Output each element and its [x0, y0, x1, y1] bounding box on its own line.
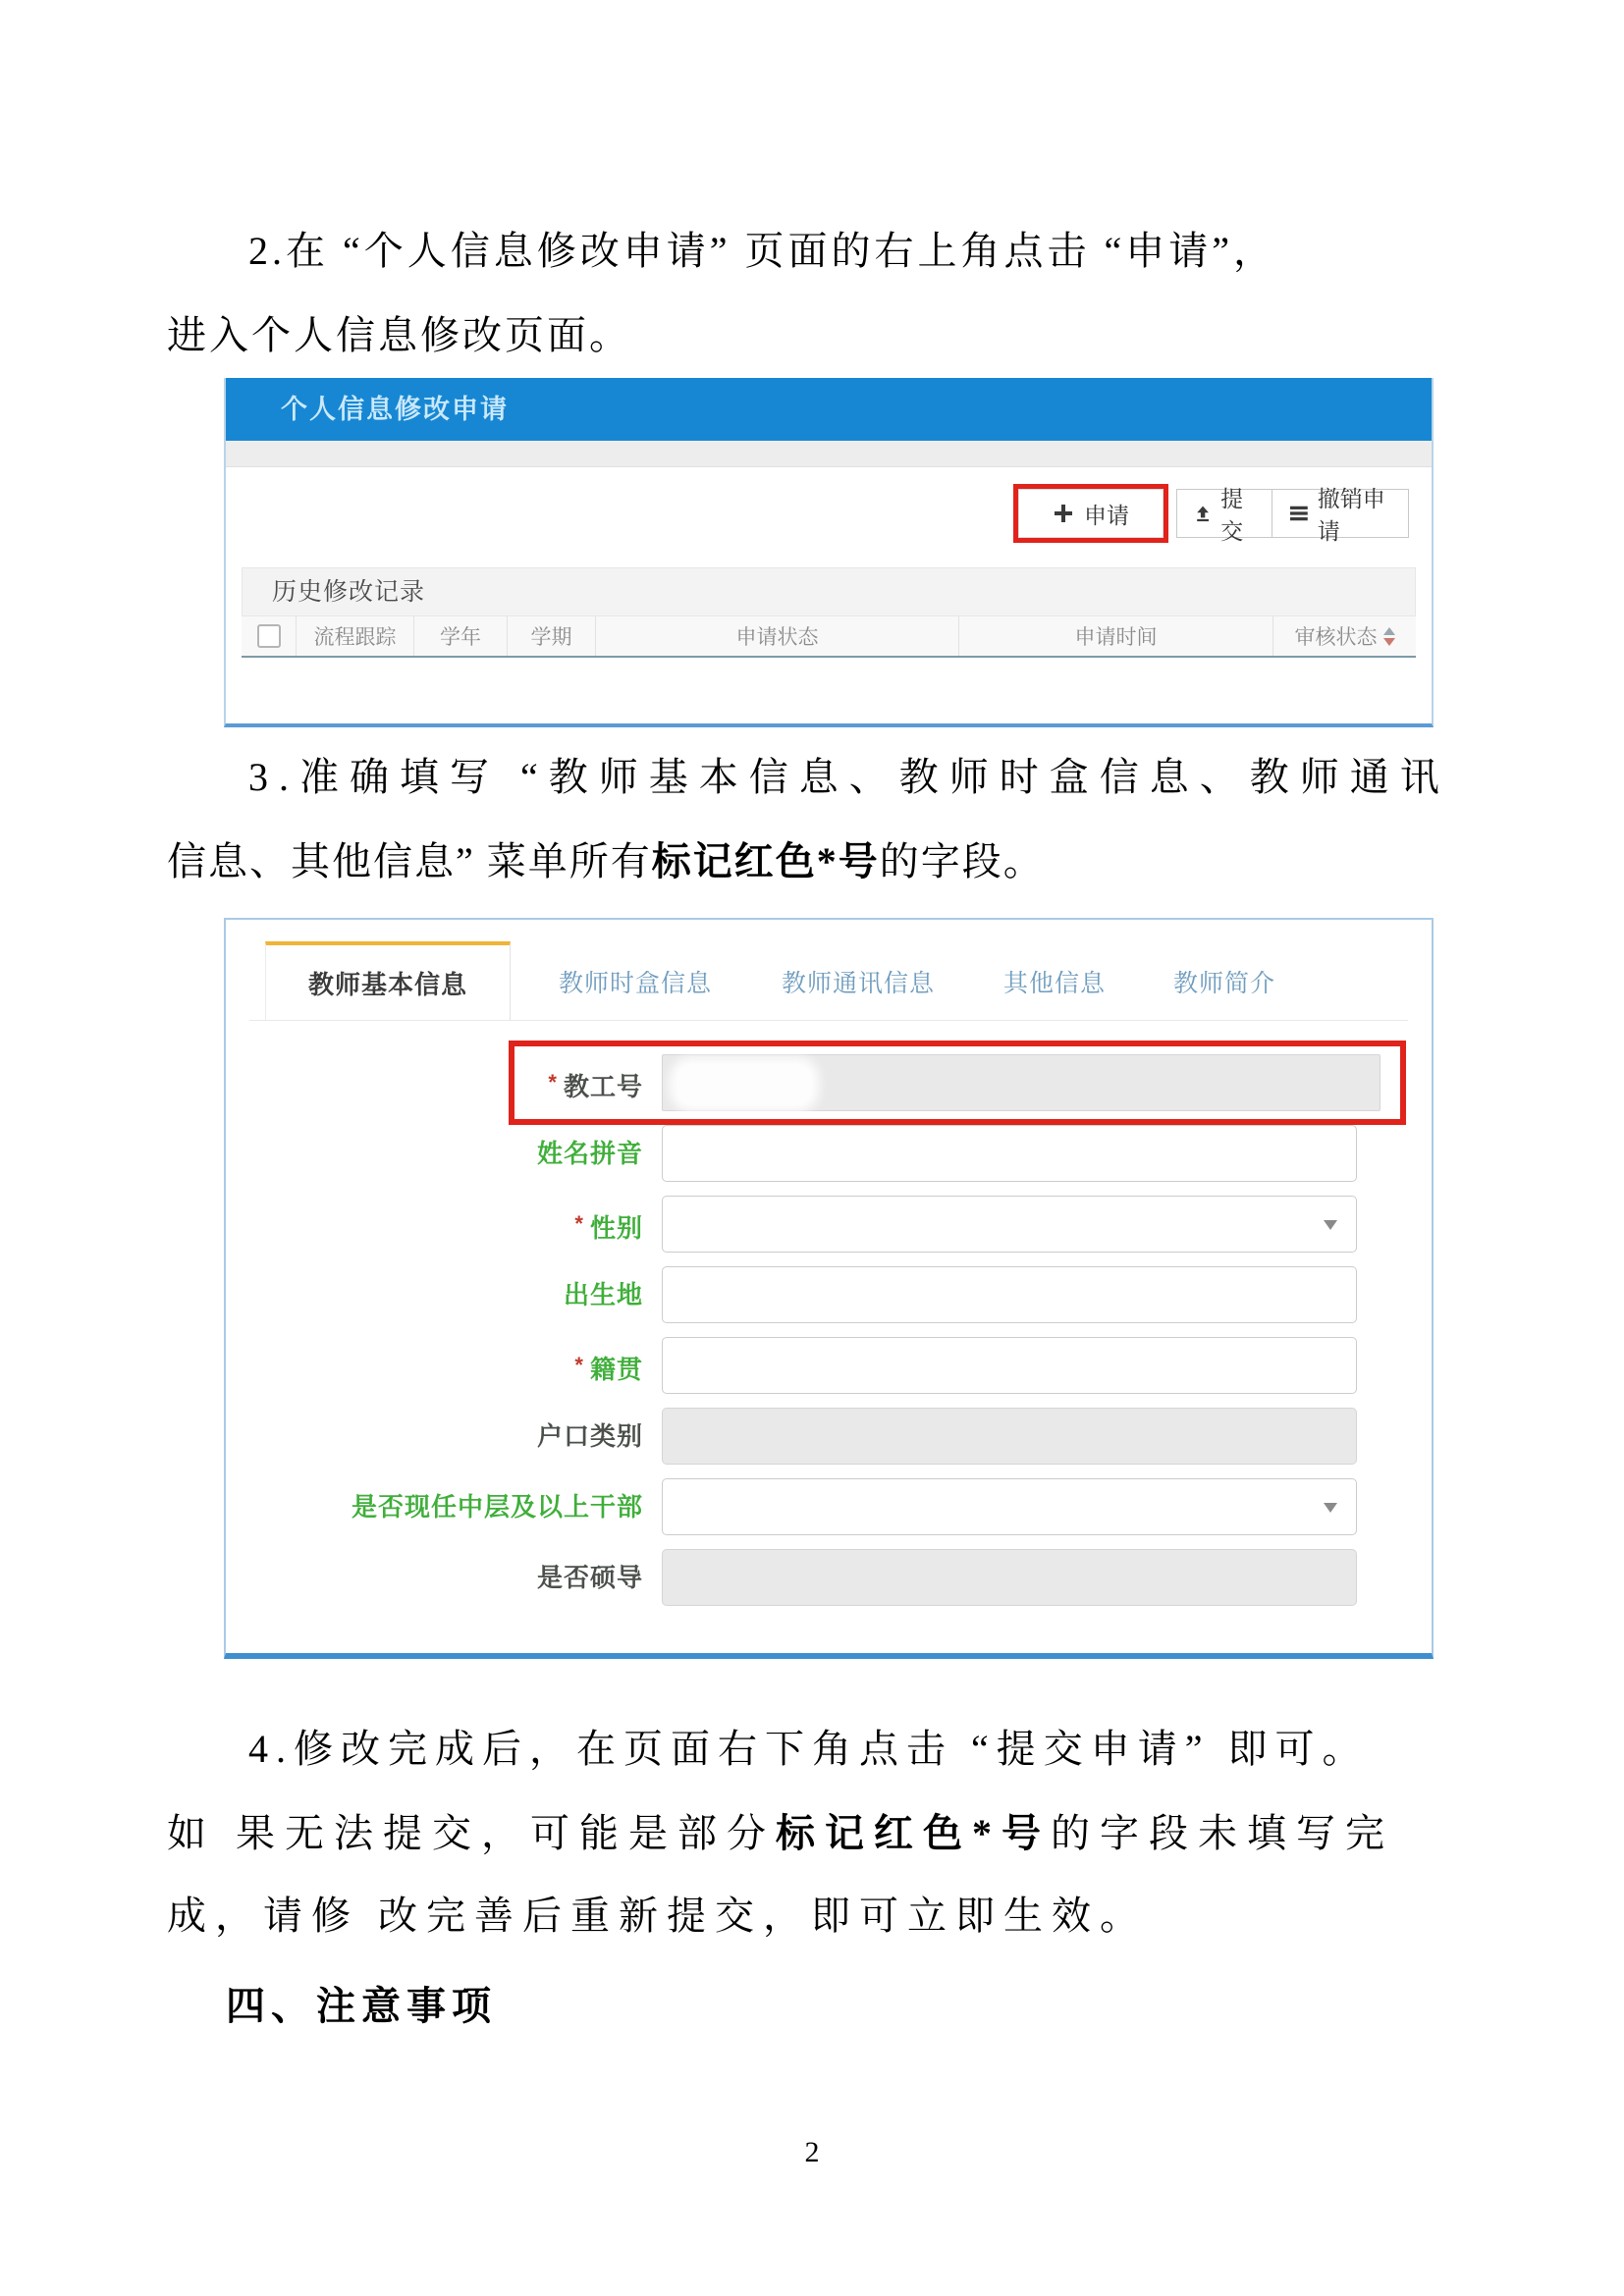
submit-button-label: 提交	[1220, 486, 1244, 544]
master-supervisor-field	[662, 1549, 1357, 1606]
form-row-gender	[226, 1196, 1432, 1253]
step4-line2: 如 果无法提交，可能是部分标记红色*号的字段未填写完	[167, 1811, 1394, 1855]
column-header: 申请时间	[958, 616, 1272, 656]
step4-line3: 成，请修 改完善后重新提交，即可立即生效。	[167, 1894, 1148, 1938]
withdraw-button[interactable]	[1272, 486, 1409, 544]
upload-icon	[1195, 503, 1211, 524]
panel-subheader-strip	[226, 441, 1432, 467]
apply-button-highlight	[1013, 484, 1168, 543]
staff-id-highlight	[509, 1041, 1406, 1125]
name-pinyin-field[interactable]	[662, 1125, 1357, 1182]
column-header: 流程跟踪	[296, 616, 413, 656]
tab-teacher-profile[interactable]: 教师简介	[1172, 970, 1275, 997]
form-row-birthplace	[226, 1266, 1432, 1323]
step4-line1: 4.修改完成后，在页面右下角点击 “提交申请” 即可。	[248, 1727, 1370, 1771]
required-asterisk: *	[548, 1070, 558, 1095]
native-place-field[interactable]	[662, 1337, 1357, 1394]
household-type-field	[662, 1408, 1357, 1465]
bold-red-star-note: 标记红色*号	[776, 1811, 1051, 1855]
plus-icon	[1053, 503, 1074, 524]
step3-line1: 3.准确填写 “教师基本信息、教师时盒信息、教师通讯	[248, 755, 1450, 799]
gender-select[interactable]	[662, 1196, 1357, 1253]
sort-desc-icon	[1383, 638, 1395, 646]
form-row-native-place	[226, 1337, 1432, 1394]
apply-button-label: 申请	[1084, 502, 1129, 528]
form-row-household-type	[226, 1408, 1432, 1465]
required-asterisk: *	[574, 1211, 584, 1236]
field-label: 是否现任中层及以上干部	[351, 1492, 643, 1522]
chevron-down-icon[interactable]	[1324, 1220, 1337, 1230]
birthplace-field[interactable]	[662, 1266, 1357, 1323]
step2-line1: 2.在 “个人信息修改申请” 页面的右上角点击 “申请”，	[248, 229, 1277, 273]
apply-button[interactable]	[1018, 489, 1164, 538]
list-icon	[1290, 505, 1308, 522]
section-heading: 四、注意事项	[226, 1984, 497, 2028]
field-label: 姓名拼音	[536, 1139, 643, 1168]
tab-time-info[interactable]: 教师时盒信息	[558, 970, 712, 997]
required-asterisk: *	[574, 1353, 584, 1377]
screenshot-application-page	[224, 378, 1434, 727]
chevron-down-icon[interactable]	[1324, 1503, 1337, 1513]
tab-strip	[249, 941, 1408, 1021]
history-table-header	[242, 616, 1416, 658]
page-number: 2	[804, 2136, 820, 2168]
screenshot-edit-form	[224, 918, 1434, 1659]
column-header-label: 审核状态	[1294, 626, 1378, 649]
tab-contact-info[interactable]: 教师通讯信息	[781, 970, 935, 997]
tab-other-info[interactable]: 其他信息	[1002, 970, 1106, 997]
column-header: 学期	[507, 616, 595, 656]
tab-basic-info[interactable]: 教师基本信息	[265, 941, 511, 1020]
field-label: 是否硕导	[536, 1563, 643, 1592]
step2-line2: 进入个人信息修改页面。	[167, 313, 631, 357]
field-label: * 籍贯	[574, 1353, 643, 1384]
submit-button[interactable]	[1176, 486, 1272, 544]
toolbar	[1013, 484, 1409, 543]
select-all-checkbox[interactable]	[257, 624, 281, 648]
panel-header	[226, 378, 1432, 441]
history-table-title: 历史修改记录	[242, 567, 1416, 616]
withdraw-button-label: 撤销申请	[1317, 486, 1385, 544]
sort-asc-icon	[1383, 627, 1395, 635]
field-label: * 教工号	[548, 1070, 643, 1101]
column-header-sortable[interactable]	[1272, 616, 1416, 656]
step3-line2: 信息、其他信息” 菜单所有标记红色*号的字段。	[167, 839, 1045, 883]
field-label: 出生地	[563, 1280, 643, 1309]
panel-title: 个人信息修改申请	[281, 395, 509, 424]
field-label: 户口类别	[536, 1421, 643, 1451]
column-header: 申请状态	[595, 616, 958, 656]
select-all-cell	[242, 616, 296, 656]
sort-icon[interactable]	[1383, 627, 1395, 646]
bold-red-star-note: 标记红色*号	[651, 839, 880, 883]
form-row-cadre-status	[226, 1478, 1432, 1535]
cadre-status-select[interactable]	[662, 1478, 1357, 1535]
field-label: * 性别	[574, 1211, 643, 1243]
form-row-master-supervisor	[226, 1549, 1432, 1606]
form-row-name-pinyin	[226, 1125, 1432, 1182]
column-header: 学年	[413, 616, 507, 656]
